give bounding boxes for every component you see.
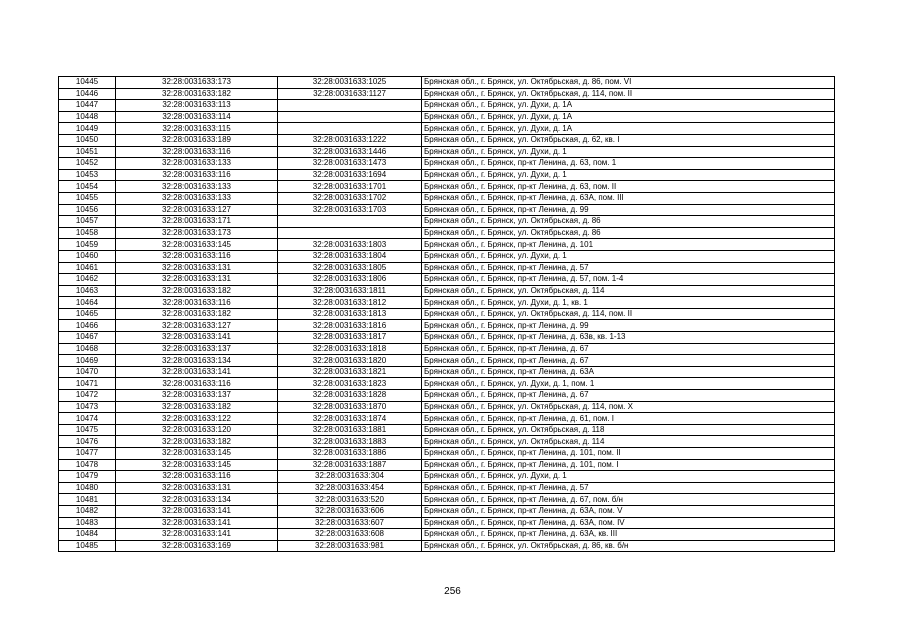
address-cell: Брянская обл., г. Брянск, пр-кт Ленина, д. 67 xyxy=(422,343,835,355)
table-row xyxy=(59,88,835,100)
cadastral-object-cell: 32:28:0031633:1473 xyxy=(278,158,422,170)
cadastral-object-cell: 32:28:0031633:607 xyxy=(278,517,422,529)
cadastral-object-cell: 32:28:0031633:1222 xyxy=(278,134,422,146)
table-row xyxy=(59,494,835,506)
row-number-cell: 10480 xyxy=(59,482,116,494)
cadastral-quarter-cell: 32:28:0031633:133 xyxy=(116,192,278,204)
address-cell: Брянская обл., г. Брянск, ул. Октябрьская, д. 86, кв. б/н xyxy=(422,540,835,552)
cadastral-quarter-cell: 32:28:0031633:145 xyxy=(116,239,278,251)
address-cell: Брянская обл., г. Брянск, пр-кт Ленина, д. 63, пом. 1 xyxy=(422,158,835,170)
cadastral-quarter-cell: 32:28:0031633:169 xyxy=(116,540,278,552)
cadastral-quarter-cell: 32:28:0031633:116 xyxy=(116,471,278,483)
row-number-cell: 10457 xyxy=(59,216,116,228)
cadastral-quarter-cell: 32:28:0031633:141 xyxy=(116,517,278,529)
address-cell: Брянская обл., г. Брянск, пр-кт Ленина, д. 67, пом. б/н xyxy=(422,494,835,506)
cadastral-quarter-cell: 32:28:0031633:113 xyxy=(116,100,278,112)
cadastral-object-cell: 32:28:0031633:1870 xyxy=(278,401,422,413)
address-cell: Брянская обл., г. Брянск, ул. Духи, д. 1, кв. 1 xyxy=(422,297,835,309)
row-number-cell: 10475 xyxy=(59,424,116,436)
cadastral-object-cell: 32:28:0031633:1818 xyxy=(278,343,422,355)
row-number-cell: 10451 xyxy=(59,146,116,158)
address-cell: Брянская обл., г. Брянск, ул. Октябрьская, д. 62, кв. I xyxy=(422,134,835,146)
cadastral-object-cell: 32:28:0031633:1821 xyxy=(278,366,422,378)
cadastral-object-cell: 32:28:0031633:1874 xyxy=(278,413,422,425)
cadastral-object-cell: 32:28:0031633:1812 xyxy=(278,297,422,309)
table-row xyxy=(59,274,835,286)
row-number-cell: 10472 xyxy=(59,390,116,402)
address-cell: Брянская обл., г. Брянск, ул. Духи, д. 1 xyxy=(422,169,835,181)
cadastral-object-cell xyxy=(278,100,422,112)
table-row xyxy=(59,332,835,344)
cadastral-quarter-cell: 32:28:0031633:145 xyxy=(116,448,278,460)
address-cell: Брянская обл., г. Брянск, пр-кт Ленина, д. 99 xyxy=(422,320,835,332)
table-row xyxy=(59,285,835,297)
cadastral-quarter-cell: 32:28:0031633:137 xyxy=(116,390,278,402)
address-cell: Брянская обл., г. Брянск, пр-кт Ленина, д. 63, пом. II xyxy=(422,181,835,193)
table-row xyxy=(59,181,835,193)
table-row xyxy=(59,250,835,262)
row-number-cell: 10467 xyxy=(59,332,116,344)
cadastral-object-cell: 32:28:0031633:608 xyxy=(278,529,422,541)
row-number-cell: 10476 xyxy=(59,436,116,448)
table-row xyxy=(59,378,835,390)
row-number-cell: 10455 xyxy=(59,192,116,204)
cadastral-object-cell: 32:28:0031633:1817 xyxy=(278,332,422,344)
row-number-cell: 10468 xyxy=(59,343,116,355)
cadastral-object-cell: 32:28:0031633:981 xyxy=(278,540,422,552)
row-number-cell: 10484 xyxy=(59,529,116,541)
address-cell: Брянская обл., г. Брянск, пр-кт Ленина, д. 63А xyxy=(422,366,835,378)
address-cell: Брянская обл., г. Брянск, пр-кт Ленина, д. 101, пом. I xyxy=(422,459,835,471)
address-cell: Брянская обл., г. Брянск, ул. Духи, д. 1А xyxy=(422,123,835,135)
cadastral-quarter-cell: 32:28:0031633:116 xyxy=(116,378,278,390)
cadastral-quarter-cell: 32:28:0031633:182 xyxy=(116,436,278,448)
address-cell: Брянская обл., г. Брянск, ул. Октябрьская, д. 114 xyxy=(422,285,835,297)
cadastral-object-cell: 32:28:0031633:1702 xyxy=(278,192,422,204)
row-number-cell: 10456 xyxy=(59,204,116,216)
row-number-cell: 10448 xyxy=(59,111,116,123)
table-row xyxy=(59,401,835,413)
address-cell: Брянская обл., г. Брянск, пр-кт Ленина, д. 63А, кв. III xyxy=(422,529,835,541)
table-row xyxy=(59,134,835,146)
row-number-cell: 10453 xyxy=(59,169,116,181)
table-row xyxy=(59,413,835,425)
cadastral-quarter-cell: 32:28:0031633:116 xyxy=(116,297,278,309)
table-row xyxy=(59,192,835,204)
table-row xyxy=(59,355,835,367)
cadastral-quarter-cell: 32:28:0031633:134 xyxy=(116,494,278,506)
table-row xyxy=(59,459,835,471)
address-cell: Брянская обл., г. Брянск, ул. Октябрьская, д. 86, пом. VI xyxy=(422,77,835,89)
cadastral-object-cell: 32:28:0031633:454 xyxy=(278,482,422,494)
table-row xyxy=(59,471,835,483)
address-cell: Брянская обл., г. Брянск, пр-кт Ленина, д. 67 xyxy=(422,390,835,402)
row-number-cell: 10445 xyxy=(59,77,116,89)
cadastral-quarter-cell: 32:28:0031633:131 xyxy=(116,482,278,494)
table-row xyxy=(59,320,835,332)
cadastral-object-cell: 32:28:0031633:304 xyxy=(278,471,422,483)
cadastral-object-cell xyxy=(278,216,422,228)
cadastral-quarter-cell: 32:28:0031633:115 xyxy=(116,123,278,135)
row-number-cell: 10461 xyxy=(59,262,116,274)
address-cell: Брянская обл., г. Брянск, пр-кт Ленина, д. 57 xyxy=(422,262,835,274)
cadastral-quarter-cell: 32:28:0031633:141 xyxy=(116,332,278,344)
address-cell: Брянская обл., г. Брянск, пр-кт Ленина, д. 61, пом. I xyxy=(422,413,835,425)
row-number-cell: 10474 xyxy=(59,413,116,425)
cadastral-object-cell: 32:28:0031633:1887 xyxy=(278,459,422,471)
table-row xyxy=(59,343,835,355)
row-number-cell: 10471 xyxy=(59,378,116,390)
row-number-cell: 10447 xyxy=(59,100,116,112)
cadastral-quarter-cell: 32:28:0031633:141 xyxy=(116,529,278,541)
cadastral-object-cell xyxy=(278,123,422,135)
table-row xyxy=(59,216,835,228)
cadastral-object-cell: 32:28:0031633:1806 xyxy=(278,274,422,286)
row-number-cell: 10460 xyxy=(59,250,116,262)
address-cell: Брянская обл., г. Брянск, ул. Октябрьская, д. 114, пом. II xyxy=(422,88,835,100)
table-row xyxy=(59,77,835,89)
cadastral-quarter-cell: 32:28:0031633:133 xyxy=(116,181,278,193)
cadastral-object-cell: 32:28:0031633:1446 xyxy=(278,146,422,158)
row-number-cell: 10470 xyxy=(59,366,116,378)
cadastral-object-cell: 32:28:0031633:1883 xyxy=(278,436,422,448)
address-cell: Брянская обл., г. Брянск, пр-кт Ленина, д. 67 xyxy=(422,355,835,367)
table-row xyxy=(59,227,835,239)
cadastral-quarter-cell: 32:28:0031633:127 xyxy=(116,320,278,332)
cadastral-object-cell: 32:28:0031633:1804 xyxy=(278,250,422,262)
table-row xyxy=(59,204,835,216)
cadastral-quarter-cell: 32:28:0031633:116 xyxy=(116,146,278,158)
cadastral-object-cell: 32:28:0031633:1816 xyxy=(278,320,422,332)
address-cell: Брянская обл., г. Брянск, ул. Октябрьская, д. 86 xyxy=(422,227,835,239)
cadastral-quarter-cell: 32:28:0031633:189 xyxy=(116,134,278,146)
row-number-cell: 10452 xyxy=(59,158,116,170)
row-number-cell: 10464 xyxy=(59,297,116,309)
table-row xyxy=(59,505,835,517)
address-cell: Брянская обл., г. Брянск, ул. Духи, д. 1 xyxy=(422,250,835,262)
table-row xyxy=(59,169,835,181)
cadastral-quarter-cell: 32:28:0031633:171 xyxy=(116,216,278,228)
cadastral-object-cell: 32:28:0031633:1127 xyxy=(278,88,422,100)
registry-table-body xyxy=(59,77,835,552)
table-row xyxy=(59,262,835,274)
cadastral-quarter-cell: 32:28:0031633:116 xyxy=(116,169,278,181)
cadastral-object-cell: 32:28:0031633:1820 xyxy=(278,355,422,367)
cadastral-quarter-cell: 32:28:0031633:134 xyxy=(116,355,278,367)
cadastral-quarter-cell: 32:28:0031633:133 xyxy=(116,158,278,170)
cadastral-object-cell xyxy=(278,227,422,239)
table-row xyxy=(59,111,835,123)
registry-table xyxy=(58,76,835,552)
address-cell: Брянская обл., г. Брянск, ул. Октябрьская, д. 114 xyxy=(422,436,835,448)
cadastral-quarter-cell: 32:28:0031633:131 xyxy=(116,274,278,286)
cadastral-object-cell: 32:28:0031633:1813 xyxy=(278,308,422,320)
table-row xyxy=(59,297,835,309)
table-row xyxy=(59,482,835,494)
table-row xyxy=(59,517,835,529)
cadastral-object-cell: 32:28:0031633:1886 xyxy=(278,448,422,460)
cadastral-object-cell: 32:28:0031633:1805 xyxy=(278,262,422,274)
cadastral-quarter-cell: 32:28:0031633:145 xyxy=(116,459,278,471)
cadastral-quarter-cell: 32:28:0031633:173 xyxy=(116,227,278,239)
table-row xyxy=(59,239,835,251)
cadastral-quarter-cell: 32:28:0031633:137 xyxy=(116,343,278,355)
cadastral-object-cell: 32:28:0031633:1694 xyxy=(278,169,422,181)
row-number-cell: 10462 xyxy=(59,274,116,286)
address-cell: Брянская обл., г. Брянск, ул. Духи, д. 1 xyxy=(422,471,835,483)
cadastral-quarter-cell: 32:28:0031633:116 xyxy=(116,250,278,262)
address-cell: Брянская обл., г. Брянск, ул. Октябрьская, д. 118 xyxy=(422,424,835,436)
cadastral-quarter-cell: 32:28:0031633:182 xyxy=(116,88,278,100)
table-row xyxy=(59,529,835,541)
address-cell: Брянская обл., г. Брянск, ул. Октябрьская, д. 86 xyxy=(422,216,835,228)
cadastral-quarter-cell: 32:28:0031633:182 xyxy=(116,308,278,320)
cadastral-object-cell: 32:28:0031633:1803 xyxy=(278,239,422,251)
row-number-cell: 10463 xyxy=(59,285,116,297)
row-number-cell: 10479 xyxy=(59,471,116,483)
address-cell: Брянская обл., г. Брянск, пр-кт Ленина, д. 63А, пом. V xyxy=(422,505,835,517)
cadastral-object-cell: 32:28:0031633:1828 xyxy=(278,390,422,402)
cadastral-quarter-cell: 32:28:0031633:173 xyxy=(116,77,278,89)
row-number-cell: 10483 xyxy=(59,517,116,529)
table-row xyxy=(59,146,835,158)
table-row xyxy=(59,366,835,378)
row-number-cell: 10473 xyxy=(59,401,116,413)
cadastral-quarter-cell: 32:28:0031633:182 xyxy=(116,401,278,413)
table-row xyxy=(59,123,835,135)
row-number-cell: 10458 xyxy=(59,227,116,239)
address-cell: Брянская обл., г. Брянск, пр-кт Ленина, д. 101, пом. II xyxy=(422,448,835,460)
address-cell: Брянская обл., г. Брянск, пр-кт Ленина, д. 101 xyxy=(422,239,835,251)
cadastral-quarter-cell: 32:28:0031633:120 xyxy=(116,424,278,436)
cadastral-object-cell: 32:28:0031633:1823 xyxy=(278,378,422,390)
address-cell: Брянская обл., г. Брянск, пр-кт Ленина, д. 63А, пом. IV xyxy=(422,517,835,529)
table-row xyxy=(59,390,835,402)
cadastral-object-cell: 32:28:0031633:1703 xyxy=(278,204,422,216)
cadastral-object-cell: 32:28:0031633:1881 xyxy=(278,424,422,436)
address-cell: Брянская обл., г. Брянск, пр-кт Ленина, д. 99 xyxy=(422,204,835,216)
cadastral-object-cell: 32:28:0031633:1811 xyxy=(278,285,422,297)
address-cell: Брянская обл., г. Брянск, пр-кт Ленина, д. 63в, кв. 1-13 xyxy=(422,332,835,344)
address-cell: Брянская обл., г. Брянск, ул. Духи, д. 1А xyxy=(422,100,835,112)
cadastral-object-cell: 32:28:0031633:1701 xyxy=(278,181,422,193)
table-row xyxy=(59,158,835,170)
address-cell: Брянская обл., г. Брянск, пр-кт Ленина, д. 57 xyxy=(422,482,835,494)
row-number-cell: 10449 xyxy=(59,123,116,135)
cadastral-object-cell: 32:28:0031633:606 xyxy=(278,505,422,517)
row-number-cell: 10454 xyxy=(59,181,116,193)
address-cell: Брянская обл., г. Брянск, ул. Октябрьская, д. 114, пом. X xyxy=(422,401,835,413)
row-number-cell: 10482 xyxy=(59,505,116,517)
table-row xyxy=(59,100,835,112)
cadastral-quarter-cell: 32:28:0031633:131 xyxy=(116,262,278,274)
table-row xyxy=(59,448,835,460)
cadastral-object-cell: 32:28:0031633:520 xyxy=(278,494,422,506)
page-number: 256 xyxy=(444,586,461,597)
address-cell: Брянская обл., г. Брянск, ул. Октябрьская, д. 114, пом. II xyxy=(422,308,835,320)
cadastral-quarter-cell: 32:28:0031633:127 xyxy=(116,204,278,216)
table-row xyxy=(59,308,835,320)
row-number-cell: 10481 xyxy=(59,494,116,506)
cadastral-quarter-cell: 32:28:0031633:182 xyxy=(116,285,278,297)
row-number-cell: 10450 xyxy=(59,134,116,146)
table-row xyxy=(59,540,835,552)
cadastral-quarter-cell: 32:28:0031633:114 xyxy=(116,111,278,123)
table-row xyxy=(59,424,835,436)
address-cell: Брянская обл., г. Брянск, ул. Духи, д. 1 xyxy=(422,146,835,158)
cadastral-quarter-cell: 32:28:0031633:141 xyxy=(116,505,278,517)
row-number-cell: 10446 xyxy=(59,88,116,100)
row-number-cell: 10465 xyxy=(59,308,116,320)
cadastral-object-cell xyxy=(278,111,422,123)
row-number-cell: 10459 xyxy=(59,239,116,251)
address-cell: Брянская обл., г. Брянск, пр-кт Ленина, д. 63А, пом. III xyxy=(422,192,835,204)
row-number-cell: 10466 xyxy=(59,320,116,332)
cadastral-quarter-cell: 32:28:0031633:122 xyxy=(116,413,278,425)
address-cell: Брянская обл., г. Брянск, ул. Духи, д. 1, пом. 1 xyxy=(422,378,835,390)
table-row xyxy=(59,436,835,448)
row-number-cell: 10485 xyxy=(59,540,116,552)
cadastral-object-cell: 32:28:0031633:1025 xyxy=(278,77,422,89)
row-number-cell: 10477 xyxy=(59,448,116,460)
address-cell: Брянская обл., г. Брянск, ул. Духи, д. 1А xyxy=(422,111,835,123)
row-number-cell: 10469 xyxy=(59,355,116,367)
cadastral-quarter-cell: 32:28:0031633:141 xyxy=(116,366,278,378)
row-number-cell: 10478 xyxy=(59,459,116,471)
address-cell: Брянская обл., г. Брянск, пр-кт Ленина, д. 57, пом. 1-4 xyxy=(422,274,835,286)
